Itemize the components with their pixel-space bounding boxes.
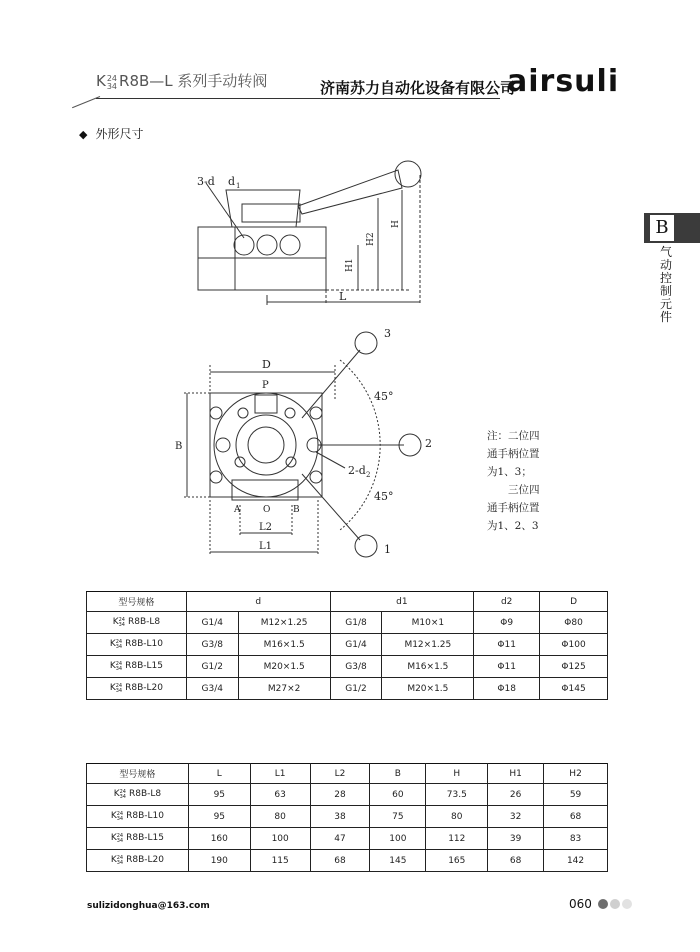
model-index (116, 640, 122, 650)
model-sub: 34 (116, 838, 124, 844)
table-cell: Φ125 (540, 656, 608, 678)
table-cell: 28 (310, 784, 370, 806)
model-sup: 24 (119, 789, 126, 795)
col-header: 型号规格 (87, 592, 187, 612)
page-number: 060 (569, 897, 592, 911)
header-rule (96, 98, 500, 99)
col-header: B (370, 764, 426, 784)
model-k: K (112, 617, 119, 627)
series-k: K (96, 72, 106, 90)
model-sup: 24 (115, 661, 123, 667)
handle-arm-1 (302, 474, 360, 540)
model-index (116, 684, 122, 694)
model-sub: 34 (118, 622, 125, 628)
col-header: L2 (310, 764, 370, 784)
table-cell: 142 (544, 850, 608, 872)
d1-callout-sub: 1 (236, 182, 241, 190)
table-cell: 68 (488, 850, 544, 872)
table-header-row (87, 764, 608, 784)
label-D: D (262, 358, 271, 371)
model-sub: 34 (115, 644, 123, 650)
model-cell (87, 678, 187, 700)
port-label-A: A (234, 505, 241, 515)
table-cell: M16×1.5 (238, 634, 330, 656)
model-index (117, 856, 123, 866)
model-index (116, 662, 122, 672)
model-sup: 24 (118, 617, 125, 623)
section-title (79, 125, 143, 142)
table-cell: G3/8 (186, 634, 238, 656)
d1-callout: 3-d (197, 175, 215, 188)
table-cell: G1/4 (330, 634, 382, 656)
table-cell: 190 (188, 850, 250, 872)
col-header: d1 (330, 592, 474, 612)
model-cell (87, 806, 189, 828)
table-cell: 75 (370, 806, 426, 828)
table-row (87, 634, 608, 656)
section-title-text: 外形尺寸 (95, 127, 144, 141)
table-cell: M12×1.25 (382, 634, 474, 656)
model-name: R8B-L15 (126, 833, 164, 843)
model-k: K (110, 855, 117, 865)
label-angle-bottom: 45° (374, 490, 394, 503)
table-cell: Φ18 (474, 678, 540, 700)
col-header: d2 (474, 592, 540, 612)
col-header: L (188, 764, 250, 784)
table-cell: 59 (544, 784, 608, 806)
label-P: P (262, 380, 269, 391)
table-row (87, 612, 608, 634)
handle-arm-3 (302, 350, 360, 418)
port-circle (280, 235, 300, 255)
series-index (107, 75, 117, 91)
table-row (87, 784, 608, 806)
handle-knob-3 (355, 332, 377, 354)
col-header: d (186, 592, 330, 612)
front-view-body (210, 393, 322, 497)
model-sub: 34 (116, 816, 124, 822)
model-name: R8B-L20 (125, 683, 163, 693)
model-k: K (110, 833, 117, 843)
label-B: B (175, 441, 183, 452)
table-cell: 115 (250, 850, 310, 872)
port-label-O: O (263, 505, 271, 515)
series-title (96, 70, 267, 91)
table-cell: 39 (488, 828, 544, 850)
label-H: H (391, 220, 401, 228)
table-cell: M12×1.25 (238, 612, 330, 634)
table-cell: M20×1.5 (382, 678, 474, 700)
table-cell: M16×1.5 (382, 656, 474, 678)
brand-logo: airsuli (507, 64, 620, 99)
table-cell: G1/2 (330, 678, 382, 700)
series-name: R8B—L 系列手动转阀 (119, 72, 268, 90)
table-cell: 68 (310, 850, 370, 872)
table-cell: G1/2 (186, 656, 238, 678)
d1-leader (206, 183, 244, 238)
table-cell: 160 (188, 828, 250, 850)
handle-position-note: 注：二位四 通手柄位置 为1、3； 三位四 通手柄位置 为1、2、3 (487, 430, 540, 532)
model-name: R8B-L10 (125, 639, 163, 649)
model-index (119, 618, 125, 628)
spec-table-dimensions (86, 763, 608, 872)
table-cell: 80 (250, 806, 310, 828)
table-cell: Φ80 (540, 612, 608, 634)
col-header: 型号规格 (87, 764, 189, 784)
series-sup: 24 (106, 74, 118, 83)
d2-leader (316, 452, 345, 468)
model-index (117, 812, 123, 822)
model-name: R8B-L15 (125, 661, 163, 671)
model-k: K (109, 639, 116, 649)
model-cell (87, 784, 189, 806)
model-cell (87, 612, 187, 634)
table-cell: Φ100 (540, 634, 608, 656)
model-index (117, 834, 123, 844)
model-name: R8B-L20 (126, 855, 164, 865)
d1-callout-d: d (228, 175, 236, 188)
table-cell: 63 (250, 784, 310, 806)
model-k: K (113, 789, 120, 799)
model-sub: 34 (115, 688, 123, 694)
model-sup: 24 (116, 811, 124, 817)
model-sup: 24 (116, 855, 124, 861)
model-name: R8B-L10 (126, 811, 164, 821)
table-cell: G1/8 (330, 612, 382, 634)
table-cell: Φ11 (474, 656, 540, 678)
table-cell: 112 (426, 828, 488, 850)
model-sup: 24 (115, 639, 123, 645)
model-k: K (110, 811, 117, 821)
model-name: R8B-L8 (128, 789, 162, 799)
diamond-bullet-icon: ◆ (79, 128, 88, 141)
side-tab-text: 气动控制元件 (660, 245, 673, 324)
footer-email: sulizidonghua@163.com (87, 901, 210, 911)
table-cell: 100 (370, 828, 426, 850)
table-cell: 83 (544, 828, 608, 850)
model-cell (87, 828, 189, 850)
table-cell: G3/4 (186, 678, 238, 700)
table-cell: Φ9 (474, 612, 540, 634)
table-row (87, 828, 608, 850)
port-circle (257, 235, 277, 255)
table-cell: 95 (188, 806, 250, 828)
label-position-1: 1 (384, 543, 391, 556)
col-header: H1 (488, 764, 544, 784)
table-row (87, 850, 608, 872)
table-cell: G1/4 (186, 612, 238, 634)
model-sub: 34 (116, 860, 124, 866)
d2-callout: 2-d (348, 464, 366, 477)
table-row (87, 806, 608, 828)
table-cell: 95 (188, 784, 250, 806)
company-name: 济南苏力自动化设备有限公司 (320, 79, 516, 97)
table-cell: 68 (544, 806, 608, 828)
label-position-3: 3 (384, 327, 391, 340)
d2-callout-sub: 2 (366, 471, 371, 479)
label-H1: H1 (345, 258, 355, 272)
table-cell: G3/8 (330, 656, 382, 678)
table-cell: 47 (310, 828, 370, 850)
model-cell (87, 634, 187, 656)
page-dot (622, 899, 632, 909)
label-L: L (339, 290, 347, 303)
table-cell: M20×1.5 (238, 656, 330, 678)
handle-knob-1 (355, 535, 377, 557)
table-cell: 26 (488, 784, 544, 806)
table-cell: 165 (426, 850, 488, 872)
label-L1: L1 (259, 541, 273, 552)
side-view-handle (298, 170, 402, 214)
table-cell: M27×2 (238, 678, 330, 700)
label-position-2: 2 (425, 437, 432, 450)
col-header: D (540, 592, 608, 612)
side-view-cap (226, 190, 300, 227)
port-label-B: B (293, 505, 300, 515)
table-cell: Φ11 (474, 634, 540, 656)
model-sub: 34 (119, 794, 126, 800)
model-sup: 24 (115, 683, 123, 689)
page-dot (610, 899, 620, 909)
model-sub: 34 (115, 666, 123, 672)
model-name: R8B-L8 (127, 617, 161, 627)
label-H2: H2 (366, 232, 376, 246)
model-sup: 24 (116, 833, 124, 839)
table-header-row (87, 592, 608, 612)
table-cell: 38 (310, 806, 370, 828)
table-row (87, 656, 608, 678)
label-angle-top: 45° (374, 390, 394, 403)
page-dot (598, 899, 608, 909)
col-header: L1 (250, 764, 310, 784)
table-cell: 73.5 (426, 784, 488, 806)
side-tab-letter: B (650, 215, 674, 241)
label-L2: L2 (259, 522, 273, 533)
table-cell: M10×1 (382, 612, 474, 634)
table-cell: 145 (370, 850, 426, 872)
table-cell: 60 (370, 784, 426, 806)
col-header: H2 (544, 764, 608, 784)
spec-table-ports (86, 591, 608, 700)
table-cell: Φ145 (540, 678, 608, 700)
model-index (120, 790, 126, 800)
series-sub: 34 (106, 82, 118, 91)
col-header: H (426, 764, 488, 784)
model-k: K (109, 683, 116, 693)
model-cell (87, 656, 187, 678)
page-header (0, 0, 700, 110)
table-cell: 80 (426, 806, 488, 828)
table-row (87, 678, 608, 700)
model-k: K (109, 661, 116, 671)
table-cell: 32 (488, 806, 544, 828)
table-cell: 100 (250, 828, 310, 850)
model-cell (87, 850, 189, 872)
